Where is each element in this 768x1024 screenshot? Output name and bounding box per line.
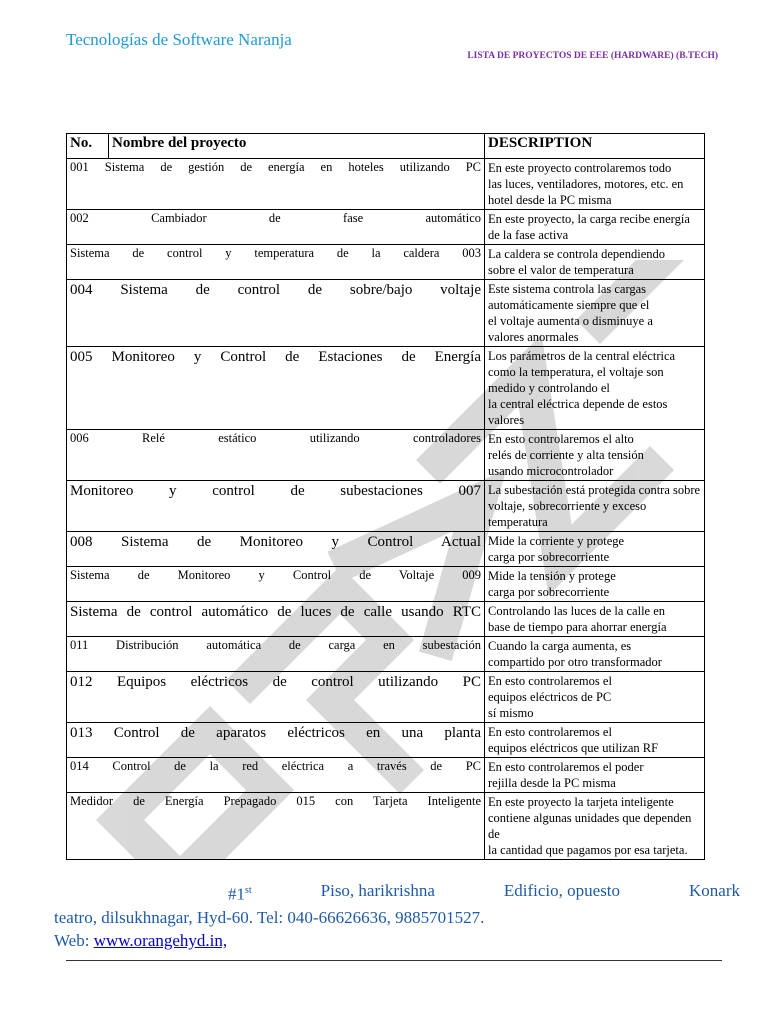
project-description	[485, 210, 705, 245]
description-line: equipos eléctricos de PC	[488, 690, 612, 704]
description-line: carga por sobrecorriente	[488, 550, 610, 564]
address-floor: #1st	[228, 884, 252, 904]
table-row	[67, 672, 705, 723]
footer-divider	[66, 960, 722, 961]
project-description	[485, 567, 705, 602]
address-part-1: Piso, harikrishna	[320, 881, 435, 900]
project-name: 006 Relé estático utilizando controladores	[67, 430, 485, 481]
column-header-name: Nombre del proyecto	[109, 134, 485, 159]
project-name: 001 Sistema de gestión de energía en hoteles utilizando PC	[67, 159, 485, 210]
table-row	[67, 567, 705, 602]
description-line: medido y controlando el	[488, 381, 610, 395]
description-line: contiene algunas unidades que dependen de	[488, 811, 692, 841]
description-line: relés de corriente y alta tensión	[488, 448, 644, 462]
project-name: 004 Sistema de control de sobre/bajo voltaje	[67, 280, 485, 347]
project-name: 013 Control de aparatos eléctricos en una planta	[67, 723, 485, 758]
project-name: Sistema de control y temperatura de la caldera 003	[67, 245, 485, 280]
description-line: rejilla desde la PC misma	[488, 776, 616, 790]
project-name: 011 Distribución automática de carga en subestación	[67, 637, 485, 672]
table-row	[67, 637, 705, 672]
company-name: Tecnologías de Software Naranja	[66, 30, 292, 49]
project-description	[485, 637, 705, 672]
table-row	[67, 210, 705, 245]
description-line: la cantidad que pagamos por esa tarjeta.	[488, 843, 688, 857]
project-description	[485, 347, 705, 430]
table-row	[67, 159, 705, 210]
project-name: 002 Cambiador de fase automático	[67, 210, 485, 245]
description-line: En este proyecto, la carga recibe energía	[488, 212, 690, 226]
description-line: sobre el valor de temperatura	[488, 263, 634, 277]
project-name: 012 Equipos eléctricos de control utilizando PC	[67, 672, 485, 723]
project-description	[485, 159, 705, 210]
project-description	[485, 430, 705, 481]
project-description	[485, 532, 705, 567]
column-header-description: DESCRIPTION	[485, 134, 705, 159]
description-line: valores anormales	[488, 330, 579, 344]
description-line: En esto controlaremos el poder	[488, 760, 644, 774]
description-line: Cuando la carga aumenta, es	[488, 639, 632, 653]
project-description	[485, 245, 705, 280]
table-row	[67, 758, 705, 793]
project-description	[485, 280, 705, 347]
project-description	[485, 793, 705, 860]
address-line-2: teatro, dilsukhnagar, Hyd-60. Tel: 040-66626636, 9885701527.	[54, 907, 485, 927]
website-link[interactable]: www.orangehyd.in,	[93, 930, 228, 950]
description-line: sí mismo	[488, 706, 534, 720]
table-row	[67, 723, 705, 758]
project-name: Sistema de control automático de luces de calle usando RTC	[67, 602, 485, 637]
description-line: hotel desde la PC misma	[488, 193, 612, 207]
description-line: equipos eléctricos que utilizan RF	[488, 741, 659, 755]
column-header-number: No.	[67, 134, 109, 159]
description-line: compartido por otro transformador	[488, 655, 662, 669]
table-row	[67, 793, 705, 860]
web-line: Web: www.orangehyd.in,	[54, 930, 228, 950]
description-line: En este proyecto la tarjeta inteligente	[488, 795, 674, 809]
description-line: el voltaje aumenta o disminuye a	[488, 314, 653, 328]
project-name: 014 Control de la red eléctrica a través de PC	[67, 758, 485, 793]
description-line: Este sistema controla las cargas	[488, 282, 647, 296]
description-line: Los parámetros de la central eléctrica	[488, 349, 676, 363]
description-line: En esto controlaremos el	[488, 674, 612, 688]
description-line: En esto controlaremos el alto	[488, 432, 634, 446]
description-line: En este proyecto controlaremos todo	[488, 161, 672, 175]
project-name: Sistema de Monitoreo y Control de Voltaje 009	[67, 567, 485, 602]
project-description	[485, 723, 705, 758]
description-line: valores	[488, 413, 525, 427]
table-header-row	[67, 134, 705, 159]
table-row	[67, 347, 705, 430]
table-row	[67, 481, 705, 532]
description-line: usando microcontrolador	[488, 464, 614, 478]
description-line: voltaje, sobrecorriente y exceso	[488, 499, 647, 513]
description-line: La subestación está protegida contra sobre	[488, 483, 701, 497]
table-row	[67, 280, 705, 347]
table-row	[67, 532, 705, 567]
projects-table	[66, 133, 705, 860]
table-row	[67, 245, 705, 280]
table-row	[67, 602, 705, 637]
description-line: Mide la corriente y protege	[488, 534, 625, 548]
description-line: Mide la tensión y protege	[488, 569, 616, 583]
description-line: temperatura	[488, 515, 548, 529]
address-part-3: Konark	[689, 881, 740, 900]
list-title: LISTA DE PROYECTOS DE EEE (HARDWARE) (B.TECH)	[467, 51, 718, 61]
description-line: de la fase activa	[488, 228, 569, 242]
project-description	[485, 672, 705, 723]
project-description	[485, 602, 705, 637]
address-block	[54, 879, 740, 952]
description-line: como la temperatura, el voltaje son	[488, 365, 664, 379]
description-line: La caldera se controla dependiendo	[488, 247, 665, 261]
project-name: 005 Monitoreo y Control de Estaciones de Energía	[67, 347, 485, 430]
table-row	[67, 430, 705, 481]
project-name: Medidor de Energía Prepagado 015 con Tarjeta Inteligente	[67, 793, 485, 860]
address-part-2: Edificio, opuesto	[503, 881, 621, 900]
description-line: Controlando las luces de la calle en	[488, 604, 666, 618]
project-description	[485, 758, 705, 793]
description-line: las luces, ventiladores, motores, etc. en	[488, 177, 684, 191]
project-description	[485, 481, 705, 532]
description-line: base de tiempo para ahorrar energía	[488, 620, 667, 634]
description-line: automáticamente siempre que el	[488, 298, 650, 312]
description-line: En esto controlaremos el	[488, 725, 612, 739]
project-name: Monitoreo y control de subestaciones 007	[67, 481, 485, 532]
description-line: la central eléctrica depende de estos	[488, 397, 668, 411]
project-name: 008 Sistema de Monitoreo y Control Actual	[67, 532, 485, 567]
description-line: carga por sobrecorriente	[488, 585, 610, 599]
